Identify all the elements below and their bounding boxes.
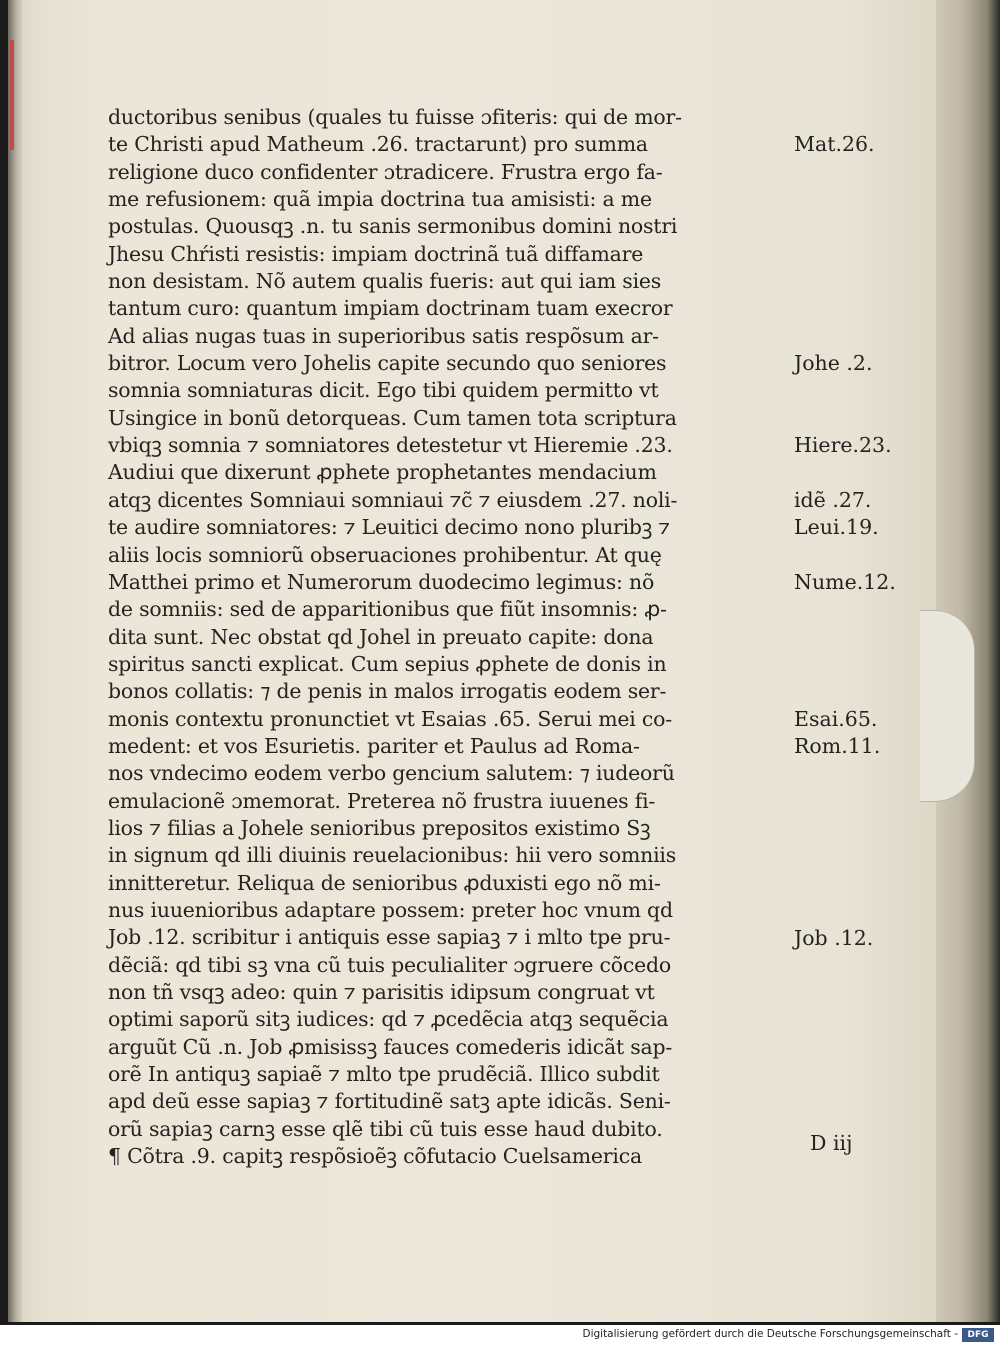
margin-note: Rom.11. (794, 734, 881, 759)
text-line: Job .12. scribitur i antiquis esse sapiaꝫ ⁊ i mlto tpe pru- (108, 925, 671, 950)
text-line: innitteretur. Reliqua de senioribus ꝓduxisti ego nõ mi- (108, 870, 661, 895)
text-line: te Christi apud Matheum .26. tractarunt) pro summa (108, 132, 648, 157)
text-line: Jhesu Chŕisti resistis: impiam doctrinã tuã diffamare (108, 241, 644, 266)
text-line: Audiui que dixerunt ꝓphete prophetantes mendacium (108, 460, 657, 485)
text-line: postulas. Quousqꝫ .n. tu sanis sermonibus domini nostri (108, 214, 678, 239)
text-line: me refusionem: quã impia doctrina tua amisisti: a me (108, 187, 652, 212)
text-line: optimi saporũ sitꝫ iudices: qd ⁊ ꝓcedẽcia atqꝫ sequẽcia (108, 1007, 669, 1032)
text-line: atqꝫ dicentes Somniaui somniaui ⁊c̃ ⁊ eiusdem .27. noli- (108, 487, 678, 512)
book-spine (8, 0, 22, 1322)
text-line: non tñ vsqꝫ adeo: quin ⁊ parisitis idipsum congruat vt (108, 980, 655, 1004)
text-line: lios ⁊ filias a Johele senioribus prepositos existimo Sꝫ (108, 815, 651, 840)
text-line: non desistam. Nõ autem qualis fueris: aut qui iam sies (108, 269, 662, 294)
text-line: tantum curo: quantum impiam doctrinam tuam execror (108, 296, 673, 321)
text-line: apd deũ esse sapiaꝫ ⁊ fortitudinẽ satꝫ apte idicãs. Seni- (108, 1089, 671, 1114)
dfg-logo-icon: DFG (962, 1328, 994, 1342)
paper-page (8, 0, 936, 1322)
text-line: ductoribus senibus (quales tu fuisse ɔfiteris: qui de mor- (108, 105, 682, 129)
text-line: bonos collatis: ⁊ de penis in malos irrogatis eodem ser- (108, 679, 667, 704)
text-line: dẽciã: qd tibi sꝫ vna cũ tuis peculialiter ɔgruere cõcedo (108, 952, 672, 977)
text-line: bitror. Locum vero Johelis capite secundo quo seniores (108, 351, 667, 376)
text-line: aliis locis somniorũ obseruaciones prohibentur. At quę (108, 542, 662, 567)
margin-note: idẽ .27. (794, 487, 872, 512)
footer-credit: Digitalisierung gefördert durch die Deutsche Forschungsgemeinschaft - (582, 1328, 958, 1340)
text-line: religione duco confidenter ɔtradicere. Frustra ergo fa- (108, 159, 663, 184)
text-line: monis contextu pronunctiet vt Esaias .65. Serui mei co- (108, 706, 672, 731)
signature-mark: D iij (810, 1131, 853, 1155)
margin-note: Esai.65. (794, 706, 878, 731)
text-line: orẽ In antiquꝫ sapiaẽ ⁊ mlto tpe prudẽciã. Illico subdit (108, 1062, 660, 1087)
text-line: Ad alias nugas tuas in superioribus satis respõsum ar- (108, 323, 659, 348)
text-line: medent: et vos Esurietis. pariter et Paulus ad Roma- (108, 733, 640, 758)
text-line: spiritus sancti explicat. Cum sepius ꝓphete de donis in (108, 651, 667, 676)
text-line: somnia somniaturas dicit. Ego tibi quidem permitto vt (108, 378, 659, 403)
text-line: de somniis: sed de apparitionibus que fiũt insomnis: ꝓ- (108, 597, 667, 622)
margin-note: Johe .2. (794, 351, 873, 376)
text-line: dita sunt. Nec obstat qd Johel in preuato capite: dona (108, 624, 654, 649)
margin-note: Nume.12. (794, 569, 896, 594)
margin-note: Hiere.23. (794, 433, 892, 458)
footer-bar (0, 1325, 1000, 1345)
text-line: ¶ Cõtra .9. capitꝫ respõsioẽꝫ cõfutacio Cuelsamerica (108, 1144, 642, 1169)
margin-note: Job .12. (794, 925, 874, 950)
text-line: in signum qd illi diuinis reuelacionibus: hii vero somniis (108, 843, 677, 868)
text-line: arguũt Cũ .n. Job ꝓmisissꝫ fauces comederis idicãt sap- (108, 1034, 673, 1059)
text-line: te audire somniatores: ⁊ Leuitici decimo nono pluribꝫ ⁊ (108, 515, 670, 540)
text-line: Matthei primo et Numerorum duodecimo legimus: nõ (108, 569, 655, 594)
red-binding-strip (10, 40, 14, 150)
text-line: nus iuuenioribus adaptare possem: preter hoc vnum qd (108, 897, 673, 922)
text-line: nos vndecimo eodem verbo gencium salutem: ⁊ iudeorũ (108, 761, 675, 786)
bookmark-tab (920, 610, 975, 802)
text-line: emulacionẽ ɔmemorat. Preterea nõ frustra iuuenes fi- (108, 788, 656, 813)
margin-note: Mat.26. (794, 132, 875, 157)
text-line: vbiqꝫ somnia ⁊ somniatores detestetur vt Hieremie .23. (108, 433, 673, 458)
margin-note: Leui.19. (794, 515, 879, 540)
main-text-block (108, 104, 798, 1170)
text-line: orũ sapiaꝫ carnꝫ esse qlẽ tibi cũ tuis esse haud dubito. (108, 1116, 663, 1141)
text-line: Usingice in bonũ detorqueas. Cum tamen tota scriptura (108, 405, 677, 430)
